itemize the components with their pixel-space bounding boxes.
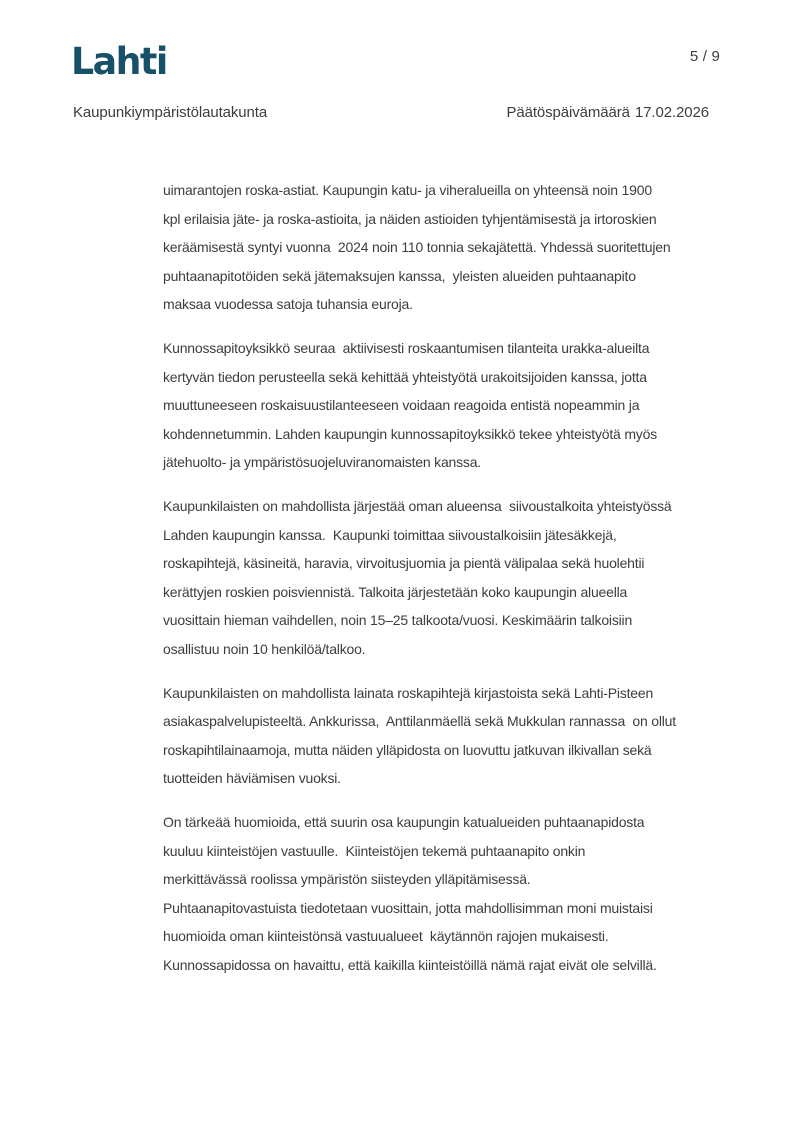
paragraph-5 [163,808,753,979]
text-line: kertyvän tiedon perusteella sekä kehittää yhteistyötä urakoitsijoiden kanssa, jotta [163,368,647,385]
text-line: Lahden kaupungin kanssa. Kaupunki toimittaa siivoustalkoisiin jätesäkkejä, [163,526,617,543]
paragraph-1 [163,176,753,319]
paragraph-2 [163,334,753,477]
text-line: roskapihtejä, käsineitä, haravia, virvoitusjuomia ja pientä välipalaa sekä huolehtii [163,555,645,571]
text-line: Kunnossapidossa on havaittu, että kaikilla kiinteistöillä nämä rajat eivät ole selvillä. [163,956,657,973]
text-line: roskapihtilainaamoja, mutta näiden ylläpidosta on luovuttu jatkuvan ilkivallan sekä [163,741,652,758]
text-line: merkittävässä roolissa ympäristön siisteyden ylläpitämisessä. [163,871,531,887]
text-line: Kaupunkilaisten on mahdollista järjestää oman alueensa siivoustalkoita yhteistyössä [163,498,672,514]
text-line: osallistuu noin 10 henkilöä/talkoo. [163,640,366,657]
paragraph-4 [163,679,753,793]
text-line: asiakaspalvelupisteeltä. Ankkurissa, Anttilanmäellä sekä Mukkulan rannassa on ollut [163,713,676,729]
text-line: Puhtaanapitovastuista tiedotetaan vuosittain, jotta mahdollisimman moni muistaisi [163,899,653,916]
text-line: tuotteiden häviämisen vuoksi. [163,770,341,786]
text-line: vuosittain hieman vaihdellen, noin 15–25 talkoota/vuosi. Keskimäärin talkoisiin [163,612,633,628]
decision-date-label: Päätöspäivämäärä [506,104,630,121]
text-line: huomioida oman kiinteistönsä vastuualueet käytännön rajojen mukaisesti. [163,928,609,944]
page-number: 5 / 9 [689,48,720,65]
document-meta-row [73,104,709,121]
text-line: kpl erilaisia jäte- ja roska-astioita, ja näiden astioiden tyhjentämisestä ja irtoroskien [163,210,657,227]
body-text [163,176,753,995]
text-line: Kunnossapitoyksikkö seuraa aktiivisesti roskaantumisen tilanteita urakka-alueilta [163,340,650,356]
decision-date-value: 17.02.2026 [634,104,709,121]
text-line: jätehuolto- ja ympäristösuojeluviranomaisten kanssa. [163,454,481,470]
text-line: puhtaanapitotöiden sekä jätemaksujen kanssa, yleisten alueiden puhtaanapito [163,267,636,284]
text-line: muuttuneeseen roskaisuustilanteeseen voidaan reagoida entistä nopeammin ja [163,397,640,413]
committee-name: Kaupunkiympäristölautakunta [73,104,268,121]
text-line: Kaupunkilaisten on mahdollista lainata roskapihtejä kirjastoista sekä Lahti-Pisteen [163,684,654,701]
text-line: keräämisestä syntyi vuonna 2024 noin 110 tonnia sekajätettä. Yhdessä suoritettujen [163,239,671,255]
decision-date [506,104,709,121]
paragraph-3 [163,492,753,663]
lahti-logo: Lahti [71,40,167,83]
text-line: kerättyjen roskien poisviennistä. Talkoita järjestetään koko kaupungin alueella [163,583,628,600]
text-line: On tärkeää huomioida, että suurin osa kaupungin katualueiden puhtaanapidosta [163,814,645,830]
text-line: maksaa vuodessa satoja tuhansia euroja. [163,296,413,312]
text-line: kohdennetummin. Lahden kaupungin kunnossapitoyksikkö tekee yhteistyötä myös [163,425,657,442]
text-line: kuuluu kiinteistöjen vastuulle. Kiinteistöjen tekemä puhtaanapito onkin [163,842,586,859]
text-line: uimarantojen roska-astiat. Kaupungin katu- ja viheralueilla on yhteensä noin 1900 [163,182,652,198]
